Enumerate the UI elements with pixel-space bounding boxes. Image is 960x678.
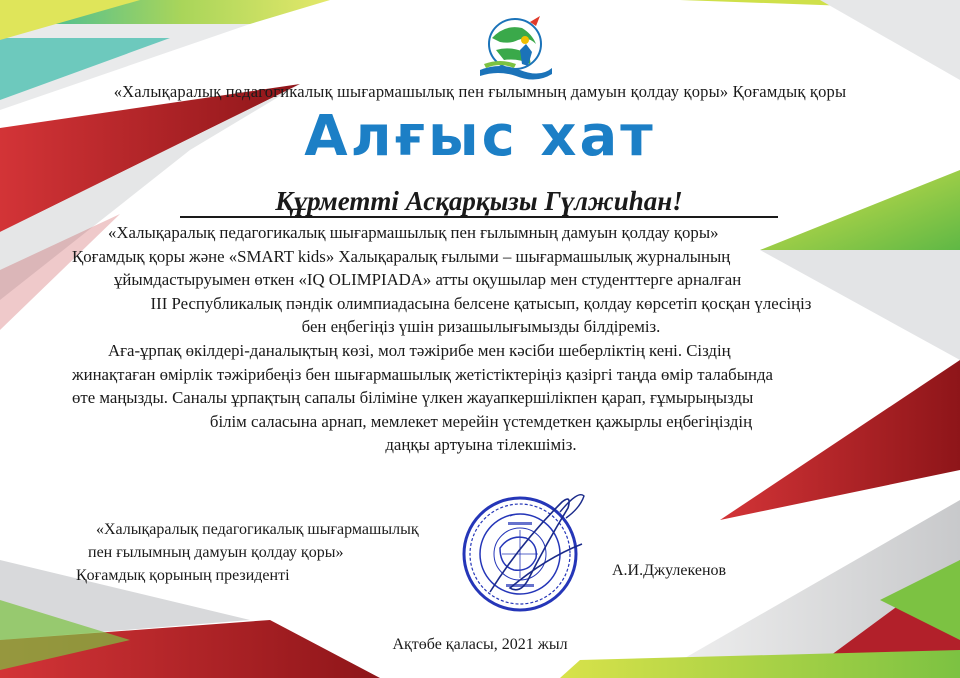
addressee-greeting: Құрметті Асқарқызы Гүлжиһан! <box>180 186 778 218</box>
place-and-date: Ақтөбе қаласы, 2021 жыл <box>392 636 568 653</box>
top-right-gray-wedge <box>820 0 960 80</box>
body-line: өте маңызды. Саналы ұрпақтың сапалы біліміне үлкен жауапкершілікпен қарап, ғұмырыңызды <box>72 388 754 408</box>
official-seal-icon <box>450 484 600 614</box>
globe-logo-icon <box>470 14 560 84</box>
signatory-org-line: пен ғылымның дамуын қолдау қоры» <box>88 544 344 561</box>
body-line: «Халықаралық педагогикалық шығармашылық пен ғылымның дамуын қолдау қоры» <box>108 223 719 242</box>
body-line: жинақтаған өмірлік тәжірибеңіз бен шығармашылық жетістіктеріңіз қазіргі таңда өмір талабында <box>72 364 773 384</box>
body-line: ұйымдастыруымен өткен «IQ OLIMPIADA» атты оқушылар мен студенттерге арналған <box>114 270 742 290</box>
body-line: бен еңбегіңіз үшін ризашылығымызды білдіреміз. <box>301 317 661 337</box>
certificate-body <box>72 221 890 457</box>
signer-name: А.И.Джулекенов <box>612 562 727 579</box>
signatory-organization <box>76 518 456 587</box>
signatory-title: Қоғамдық қорының президенті <box>76 567 290 584</box>
body-line: III Республикалық пәндік олимпиадасына белсене қатысып, қолдау көрсетіп қосқан үлесіңіз <box>150 293 812 313</box>
body-line: даңқы артуына тілекшіміз. <box>385 435 577 455</box>
body-line: білім саласына арнап, мемлекет мерейін үстемдеткен қажырлы еңбегіңіздің <box>209 411 753 431</box>
body-line: Аға-ұрпақ өкілдері-даналықтың көзі, мол тәжірибе мен кәсіби шеберліктің кені. Сіздің <box>108 340 731 360</box>
signatory-org-line: «Халықаралық педагогикалық шығармашылық <box>96 521 419 538</box>
certificate-title: Алғыс хат <box>304 104 656 169</box>
foundation-name: «Халықаралық педагогикалық шығармашылық пен ғылымның дамуын қолдау қоры» Қоғамдық қоры <box>113 82 847 101</box>
body-line: Қоғамдық қоры және «SMART kids» Халықаралық ғылыми – шығармашылық журналының <box>72 246 731 266</box>
